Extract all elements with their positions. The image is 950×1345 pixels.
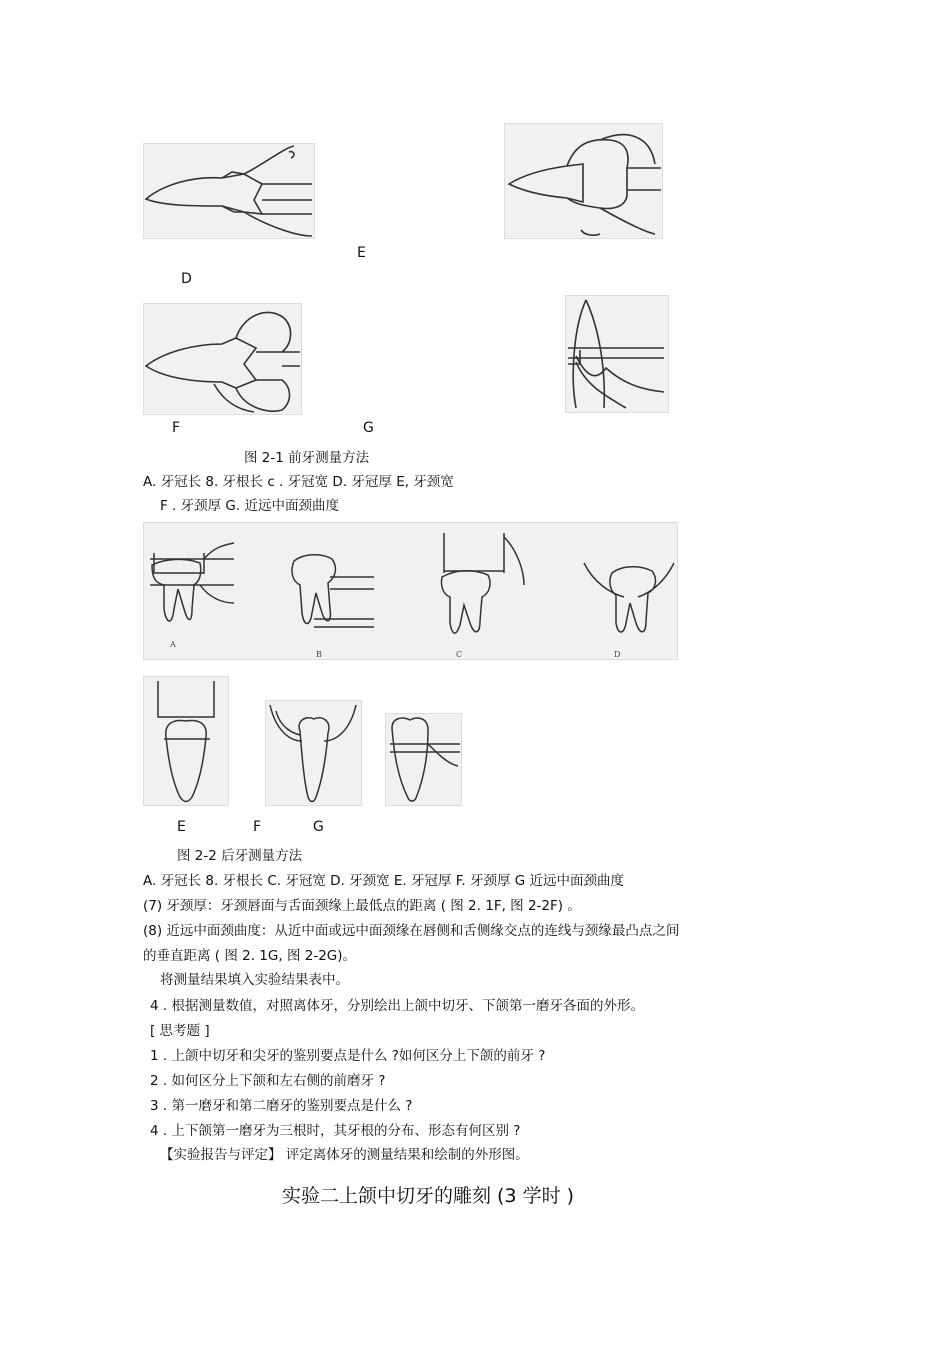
figure-label-d: D: [181, 271, 192, 287]
figure-2-2-label-e: E: [177, 819, 186, 835]
paragraph-fill-results: 将测量结果填入实验结果表中。: [160, 972, 349, 988]
paragraph-cervical-curvature-line2: 的垂直距离 ( 图 2. 1G, 图 2-2G)。: [143, 948, 357, 964]
figure-2-1-legend-line1: A. 牙冠长 8. 牙根长 c . 牙冠宽 D. 牙冠厚 E, 牙颈宽: [143, 474, 454, 490]
figure-2-1-f-image: [143, 303, 302, 415]
figure-2-2-f-image: [265, 700, 362, 806]
figure-label-g: G: [363, 420, 374, 436]
section-heading: 实验二上颌中切牙的雕刻 (3 学时 ): [282, 1185, 575, 1207]
figure-label-f: F: [172, 420, 181, 436]
figure-2-2-abcd-image: [143, 522, 678, 660]
paragraph-neck-thickness: (7) 牙颈厚：牙颈唇面与舌面颈缘上最低点的距离 ( 图 2. 1F, 图 2-2F) 。: [143, 898, 581, 914]
paragraph-cervical-curvature-line1: (8) 近远中面颈曲度：从近中面或远中面颈缘在唇侧和舌侧缘交点的连线与颈缘最凸点之间: [143, 923, 680, 939]
question-1: 1 . 上颌中切牙和尖牙的鉴别要点是什么 ?如何区分上下颌的前牙 ?: [150, 1048, 546, 1064]
figure-2-1-e-image: [504, 123, 663, 239]
question-3: 3 . 第一磨牙和第二磨牙的鉴别要点是什么 ?: [150, 1098, 413, 1114]
figure-2-2-inner-label-c: C: [456, 650, 463, 659]
figure-2-2-inner-label-d: D: [614, 650, 621, 659]
question-4: 4 . 上下颌第一磨牙为三根时，其牙根的分布、形态有何区别 ?: [150, 1123, 521, 1139]
figure-2-2-e-image: [143, 676, 229, 806]
figure-2-2-inner-label-a: A: [170, 640, 176, 649]
figure-2-2-caption: 图 2-2 后牙测量方法: [177, 848, 303, 864]
figure-2-2-label-f: F: [253, 819, 262, 835]
question-2: 2 . 如何区分上下颌和左右侧的前磨牙 ?: [150, 1073, 386, 1089]
figure-2-2-g-image: [385, 713, 462, 806]
think-questions-title: [ 思考题 ]: [150, 1023, 210, 1039]
figure-label-e: E: [357, 245, 366, 261]
figure-2-1-legend-line2: F . 牙颈厚 G. 近远中面颈曲度: [160, 498, 339, 514]
figure-2-1-d-image: [143, 143, 315, 239]
figure-2-2-label-g: G: [313, 819, 324, 835]
figure-2-1-caption: 图 2-1 前牙测量方法: [244, 450, 370, 466]
figure-2-2-inner-label-b: B: [316, 650, 322, 659]
paragraph-draw-outline: 4 . 根据测量数值，对照离体牙，分别绘出上颌中切牙、下颌第一磨牙各面的外形。: [150, 998, 644, 1014]
figure-2-1-g-image: [565, 295, 669, 413]
figure-2-2-legend: A. 牙冠长 8. 牙根长 C. 牙冠宽 D. 牙颈宽 E. 牙冠厚 F. 牙颈厚 G 近远中面颈曲度: [143, 873, 625, 889]
report-and-evaluation: 【实验报告与评定】 评定离体牙的测量结果和绘制的外形图。: [160, 1147, 529, 1163]
